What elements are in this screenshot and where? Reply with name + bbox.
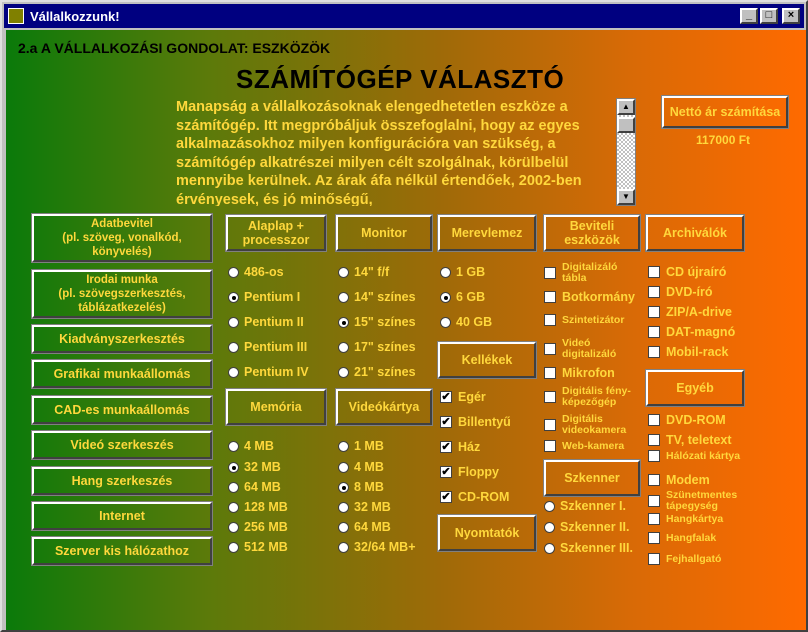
input-option[interactable] bbox=[544, 366, 615, 380]
option-label: 8 MB bbox=[354, 480, 384, 494]
option-label: 512 MB bbox=[244, 540, 288, 554]
other-option[interactable] bbox=[648, 450, 746, 462]
monitor-option[interactable] bbox=[338, 365, 416, 379]
usage-button[interactable]: Kiadványszerkesztés bbox=[32, 325, 212, 353]
video-option[interactable] bbox=[338, 500, 391, 514]
category-nyomtatok[interactable]: Nyomtatók bbox=[438, 515, 536, 551]
option-label: Szintetizátor bbox=[562, 313, 625, 326]
archive-option[interactable] bbox=[648, 305, 732, 319]
intro-text: Manapság a vállalkozásoknak elengedhetetlen eszköze a számítógép. Itt megpróbáljuk összefoglalni, hogy az egyes alkalmazásokhoz milyen konfigurációra van szükség, a számítógép alkatrészei milyen célt szolgálnak, körülbelül mennyibe kerülnek. Az árak áfa nélkül értendőek, 2002-ben érvényesek, és jó minőségű, bbox=[176, 99, 582, 206]
usage-button[interactable]: Szerver kis hálózathoz bbox=[32, 537, 212, 565]
radio-icon[interactable] bbox=[338, 542, 349, 553]
option-label: Mobil-rack bbox=[666, 345, 729, 359]
checkbox-icon[interactable] bbox=[544, 440, 556, 452]
option-label: CD újraíró bbox=[666, 265, 727, 279]
option-label: DVD-ROM bbox=[666, 413, 726, 427]
option-label: DAT-magnó bbox=[666, 325, 736, 339]
other-option[interactable] bbox=[648, 473, 710, 487]
checkbox-icon[interactable] bbox=[648, 346, 660, 358]
option-label: 486-os bbox=[244, 265, 284, 279]
radio-icon[interactable] bbox=[338, 267, 349, 278]
radio-icon[interactable] bbox=[228, 267, 239, 278]
radio-icon[interactable] bbox=[338, 462, 349, 473]
checkbox-icon[interactable] bbox=[648, 495, 660, 507]
option-label: Egér bbox=[458, 390, 486, 404]
other-option[interactable] bbox=[648, 532, 746, 544]
kellekek-option[interactable] bbox=[440, 415, 511, 429]
other-option[interactable] bbox=[648, 490, 746, 512]
radio-icon[interactable] bbox=[338, 367, 349, 378]
radio-icon[interactable] bbox=[228, 522, 239, 533]
radio-icon[interactable] bbox=[228, 292, 239, 303]
checkbox-icon[interactable]: ✔ bbox=[441, 466, 451, 478]
hdd-option[interactable] bbox=[440, 265, 485, 279]
option-label: Pentium IV bbox=[244, 365, 309, 379]
checkbox-icon[interactable] bbox=[544, 291, 556, 303]
video-option[interactable] bbox=[338, 540, 416, 554]
archive-option[interactable] bbox=[648, 325, 735, 339]
radio-icon[interactable] bbox=[338, 522, 349, 533]
memory-option[interactable] bbox=[228, 520, 288, 534]
option-label: Szkenner II. bbox=[560, 520, 630, 534]
checkbox-icon[interactable] bbox=[648, 474, 660, 486]
checkbox-icon[interactable] bbox=[544, 391, 556, 403]
category-szkenner[interactable]: Szkenner bbox=[544, 460, 640, 496]
cpu-option[interactable] bbox=[228, 340, 307, 354]
radio-icon[interactable] bbox=[544, 522, 555, 533]
category-kellekek[interactable]: Kellékek bbox=[438, 342, 536, 378]
usage-button[interactable]: Videó szerkeszés bbox=[32, 431, 212, 459]
archive-option[interactable] bbox=[648, 285, 713, 299]
radio-icon[interactable] bbox=[338, 441, 349, 452]
archive-option[interactable] bbox=[648, 345, 729, 359]
radio-icon[interactable] bbox=[228, 462, 239, 473]
option-label: 17" színes bbox=[354, 340, 416, 354]
usage-button[interactable]: Internet bbox=[32, 502, 212, 530]
other-option[interactable] bbox=[648, 553, 746, 565]
option-label: Digitális fény-képezőgép bbox=[562, 385, 631, 408]
radio-icon[interactable] bbox=[338, 502, 349, 513]
page-title: SZÁMÍTÓGÉP VÁLASZTÓ bbox=[236, 64, 565, 94]
option-label: Pentium II bbox=[244, 315, 304, 329]
monitor-option[interactable] bbox=[338, 340, 416, 354]
input-option[interactable] bbox=[544, 262, 642, 284]
category-videokartya[interactable]: Videókártya bbox=[336, 389, 432, 425]
option-label: Hangkártya bbox=[666, 512, 724, 525]
net-price-button[interactable]: Nettó ár számítása bbox=[662, 96, 788, 128]
scanner-option[interactable] bbox=[544, 541, 633, 555]
option-label: 21" színes bbox=[354, 365, 416, 379]
category-egyeb[interactable]: Egyéb bbox=[646, 370, 744, 406]
hdd-option[interactable] bbox=[440, 315, 492, 329]
checkbox-icon[interactable] bbox=[544, 367, 556, 379]
archive-option[interactable] bbox=[648, 265, 726, 279]
video-option[interactable] bbox=[338, 439, 384, 453]
kellekek-option[interactable] bbox=[440, 465, 499, 479]
category-archivalok[interactable]: Archiválók bbox=[646, 215, 744, 251]
scroll-up-arrow-icon[interactable]: ▲ bbox=[617, 99, 635, 115]
usage-button[interactable]: CAD-es munkaállomás bbox=[32, 396, 212, 424]
monitor-option[interactable] bbox=[338, 265, 389, 279]
usage-button[interactable]: Grafikai munkaállomás bbox=[32, 360, 212, 388]
section-subtitle: 2.a A VÁLLALKOZÁSI GONDOLAT: ESZKÖZÖK bbox=[18, 40, 331, 56]
option-label: 14" színes bbox=[354, 290, 416, 304]
input-option[interactable] bbox=[544, 290, 635, 304]
option-label: 1 GB bbox=[456, 265, 486, 279]
input-option[interactable] bbox=[544, 314, 642, 326]
intro-scrollbar[interactable] bbox=[616, 98, 636, 206]
option-label: 32 MB bbox=[244, 460, 281, 474]
radio-icon[interactable] bbox=[228, 542, 239, 553]
checkbox-icon[interactable] bbox=[648, 532, 660, 544]
app-icon bbox=[8, 8, 24, 24]
monitor-option[interactable] bbox=[338, 315, 416, 329]
category-monitor[interactable]: Monitor bbox=[336, 215, 432, 251]
option-label: 64 MB bbox=[354, 520, 391, 534]
kellekek-option[interactable] bbox=[440, 390, 486, 404]
option-label: 4 MB bbox=[244, 439, 274, 453]
scanner-option[interactable] bbox=[544, 520, 629, 534]
checkbox-icon[interactable] bbox=[648, 513, 660, 525]
window-title: Vállalkozzunk! bbox=[30, 8, 120, 24]
radio-icon[interactable] bbox=[228, 317, 239, 328]
radio-icon[interactable] bbox=[338, 317, 349, 328]
option-label: Hálózati kártya bbox=[666, 449, 741, 462]
memory-option[interactable] bbox=[228, 439, 274, 453]
radio-icon[interactable] bbox=[440, 292, 451, 303]
option-label: 128 MB bbox=[244, 500, 288, 514]
checkbox-icon[interactable] bbox=[648, 326, 660, 338]
option-label: 64 MB bbox=[244, 480, 281, 494]
memory-option[interactable] bbox=[228, 500, 288, 514]
checkbox-icon[interactable]: ✔ bbox=[441, 416, 451, 428]
checkbox-icon[interactable] bbox=[648, 266, 660, 278]
checkbox-icon[interactable] bbox=[648, 414, 660, 426]
option-label: 256 MB bbox=[244, 520, 288, 534]
price-value: 117000 Ft bbox=[696, 133, 751, 147]
cpu-option[interactable] bbox=[228, 290, 300, 304]
memory-option[interactable] bbox=[228, 460, 281, 474]
category-merevlemez[interactable]: Merevlemez bbox=[438, 215, 536, 251]
memory-option[interactable] bbox=[228, 540, 288, 554]
scroll-down-arrow-icon[interactable]: ▼ bbox=[617, 189, 635, 205]
input-option[interactable] bbox=[544, 414, 642, 436]
option-label: 15" színes bbox=[354, 315, 416, 329]
category-memoria[interactable]: Memória bbox=[226, 389, 326, 425]
radio-icon[interactable] bbox=[228, 482, 239, 493]
option-label: Web-kamera bbox=[562, 439, 625, 452]
checkbox-icon[interactable] bbox=[648, 434, 660, 446]
checkbox-icon[interactable]: ✔ bbox=[441, 441, 451, 453]
option-label: Digitalizáló tábla bbox=[562, 261, 618, 284]
option-label: Szkenner III. bbox=[560, 541, 633, 555]
checkbox-icon[interactable] bbox=[544, 314, 556, 326]
checkbox-icon[interactable] bbox=[544, 419, 556, 431]
category-beviteli[interactable]: Beviteli eszközök bbox=[544, 215, 640, 251]
option-label: Szkenner I. bbox=[560, 499, 626, 513]
input-option[interactable] bbox=[544, 338, 642, 360]
option-label: 32 MB bbox=[354, 500, 391, 514]
cpu-option[interactable] bbox=[228, 315, 304, 329]
option-label: 6 GB bbox=[456, 290, 486, 304]
option-label: 32/64 MB+ bbox=[354, 540, 416, 554]
option-label: Floppy bbox=[458, 465, 499, 479]
option-label: 4 MB bbox=[354, 460, 384, 474]
radio-icon[interactable] bbox=[440, 267, 451, 278]
radio-icon[interactable] bbox=[544, 501, 555, 512]
video-option[interactable] bbox=[338, 520, 391, 534]
scroll-thumb[interactable] bbox=[617, 117, 635, 133]
category-alaplap[interactable]: Alaplap + processzor bbox=[226, 215, 326, 251]
radio-icon[interactable] bbox=[228, 441, 239, 452]
option-label: Mikrofon bbox=[562, 366, 615, 380]
checkbox-icon[interactable] bbox=[544, 343, 556, 355]
radio-icon[interactable] bbox=[228, 367, 239, 378]
scanner-option[interactable] bbox=[544, 499, 626, 513]
radio-icon[interactable] bbox=[228, 342, 239, 353]
kellekek-option[interactable] bbox=[440, 440, 480, 454]
option-label: Ház bbox=[458, 440, 481, 454]
option-label: DVD-író bbox=[666, 285, 713, 299]
close-button[interactable]: × bbox=[782, 8, 800, 24]
input-option[interactable] bbox=[544, 440, 642, 452]
option-label: Pentium I bbox=[244, 290, 301, 304]
video-option[interactable] bbox=[338, 460, 384, 474]
option-label: CD-ROM bbox=[458, 490, 510, 504]
checkbox-icon[interactable] bbox=[648, 450, 660, 462]
usage-button[interactable]: Hang szerkeszés bbox=[32, 467, 212, 495]
cpu-option[interactable] bbox=[228, 265, 284, 279]
radio-icon[interactable] bbox=[338, 342, 349, 353]
option-label: Videó digitalizáló bbox=[562, 337, 617, 360]
option-label: Pentium III bbox=[244, 340, 308, 354]
monitor-option[interactable] bbox=[338, 290, 416, 304]
input-option[interactable] bbox=[544, 386, 642, 408]
checkbox-icon[interactable]: ✔ bbox=[441, 491, 451, 503]
video-option[interactable] bbox=[338, 480, 384, 494]
option-label: TV, teletext bbox=[666, 433, 732, 447]
radio-icon[interactable] bbox=[544, 543, 555, 554]
radio-icon[interactable] bbox=[338, 292, 349, 303]
memory-option[interactable] bbox=[228, 480, 281, 494]
checkbox-icon[interactable] bbox=[648, 553, 660, 565]
cpu-option[interactable] bbox=[228, 365, 309, 379]
option-label: ZIP/A-drive bbox=[666, 305, 732, 319]
other-option[interactable] bbox=[648, 433, 732, 447]
checkbox-icon[interactable]: ✔ bbox=[441, 391, 451, 403]
radio-icon[interactable] bbox=[440, 317, 451, 328]
main-panel bbox=[6, 30, 806, 630]
option-label: Hangfalak bbox=[666, 531, 717, 544]
title-bar bbox=[4, 4, 804, 28]
checkbox-icon[interactable] bbox=[648, 286, 660, 298]
option-label: 14" f/f bbox=[354, 265, 390, 279]
minimize-button[interactable]: _ bbox=[740, 8, 758, 24]
option-label: Botkormány bbox=[562, 290, 635, 304]
maximize-button[interactable]: □ bbox=[760, 8, 778, 24]
checkbox-icon[interactable] bbox=[544, 267, 556, 279]
option-label: 1 MB bbox=[354, 439, 384, 453]
option-label: Fejhallgató bbox=[666, 552, 722, 565]
other-option[interactable] bbox=[648, 413, 726, 427]
option-label: Billentyű bbox=[458, 415, 511, 429]
radio-icon[interactable] bbox=[338, 482, 349, 493]
radio-icon[interactable] bbox=[228, 502, 239, 513]
kellekek-option[interactable] bbox=[440, 490, 509, 504]
other-option[interactable] bbox=[648, 513, 746, 525]
option-label: 40 GB bbox=[456, 315, 493, 329]
option-label: Digitális videokamera bbox=[562, 413, 627, 436]
checkbox-icon[interactable] bbox=[648, 306, 660, 318]
option-label: Szünetmentes tápegység bbox=[666, 489, 738, 512]
usage-button[interactable]: Irodai munka (pl. szövegszerkesztés, táblázatkezelés) bbox=[32, 270, 212, 318]
hdd-option[interactable] bbox=[440, 290, 485, 304]
usage-button[interactable]: Adatbevitel (pl. szöveg, vonalkód, könyvelés) bbox=[32, 214, 212, 262]
option-label: Modem bbox=[666, 473, 710, 487]
